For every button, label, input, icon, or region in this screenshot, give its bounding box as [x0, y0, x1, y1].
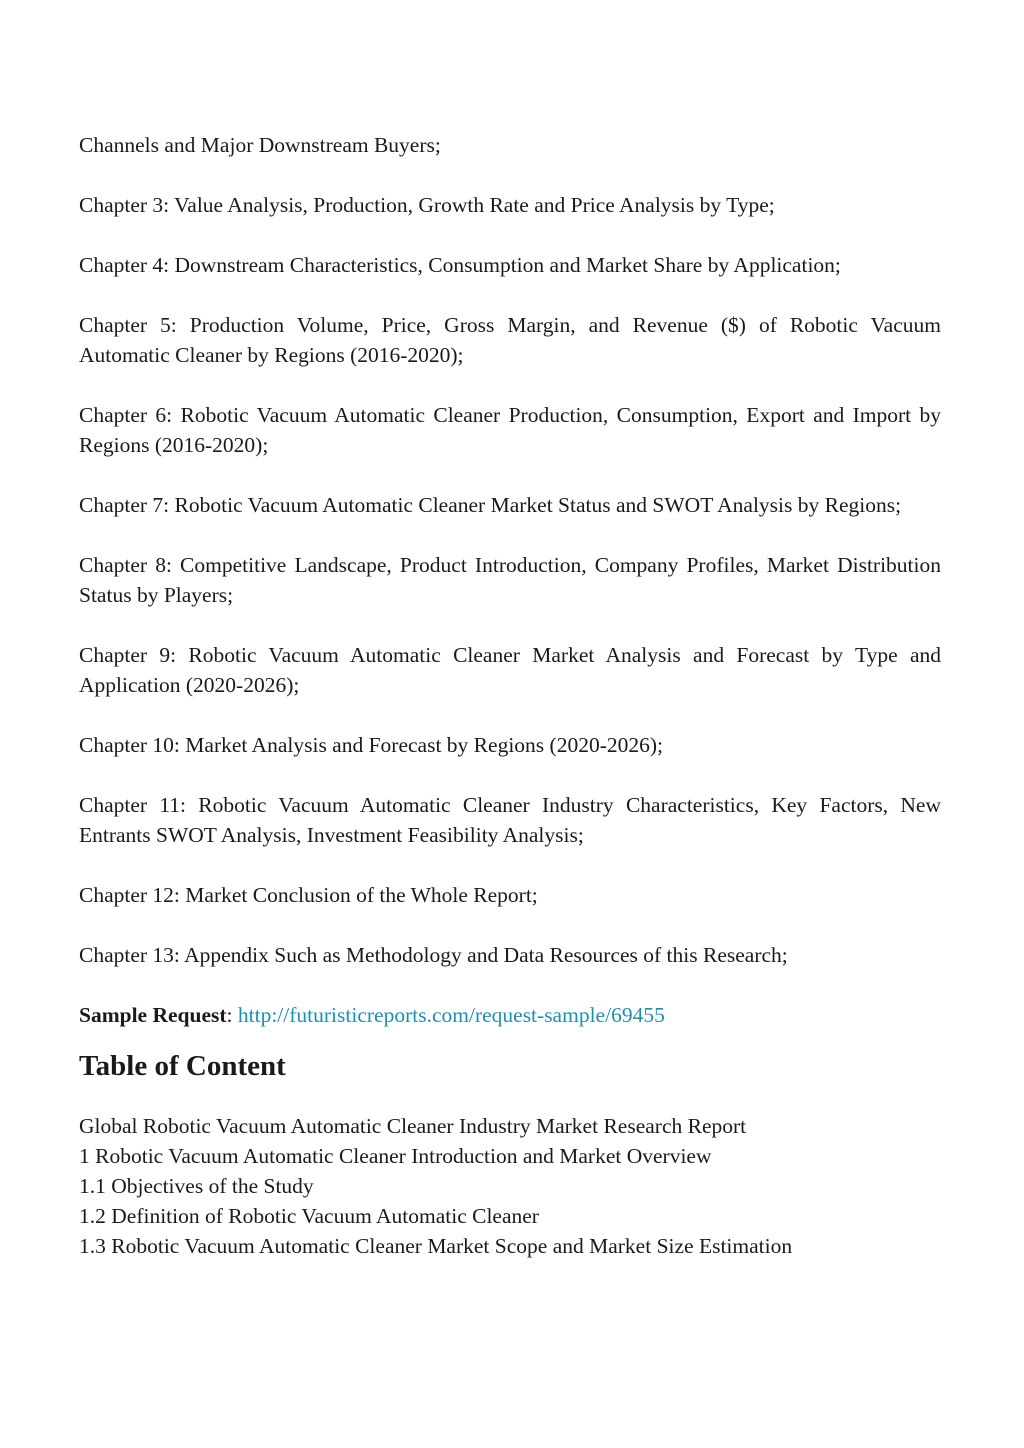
paragraph-chapter-8: Chapter 8: Competitive Landscape, Product Introduction, Company Profiles, Market Distribution Status by Players;: [79, 553, 941, 607]
toc-item: 1.2 Definition of Robotic Vacuum Automatic Cleaner: [79, 1204, 539, 1228]
toc-list: [79, 1111, 941, 1261]
toc-heading: Table of Content: [79, 1050, 286, 1082]
paragraph-chapter-6: Chapter 6: Robotic Vacuum Automatic Cleaner Production, Consumption, Export and Import by Regions (2016-2020);: [79, 403, 941, 457]
paragraph-chapter-4: Chapter 4: Downstream Characteristics, Consumption and Market Share by Application;: [79, 253, 841, 277]
paragraph-channels: Channels and Major Downstream Buyers;: [79, 133, 441, 157]
sample-request-label: Sample Request: [79, 1003, 227, 1027]
paragraph-chapter-13: Chapter 13: Appendix Such as Methodology and Data Resources of this Research;: [79, 943, 788, 967]
paragraph-chapter-11: Chapter 11: Robotic Vacuum Automatic Cleaner Industry Characteristics, Key Factors, New Entrants SWOT Analysis, Investment Feasibility Analysis;: [79, 793, 941, 847]
toc-item: 1.1 Objectives of the Study: [79, 1174, 314, 1198]
paragraph-chapter-10: Chapter 10: Market Analysis and Forecast by Regions (2020-2026);: [79, 733, 663, 757]
sample-request-link[interactable]: http://futuristicreports.com/request-sample/69455: [237, 1003, 665, 1027]
sample-request-line: [79, 1000, 941, 1030]
paragraph-chapter-12: Chapter 12: Market Conclusion of the Whole Report;: [79, 883, 538, 907]
toc-item: 1.3 Robotic Vacuum Automatic Cleaner Market Scope and Market Size Estimation: [79, 1234, 793, 1258]
sample-request-separator: :: [226, 1003, 238, 1027]
paragraph-chapter-3: Chapter 3: Value Analysis, Production, Growth Rate and Price Analysis by Type;: [79, 193, 775, 217]
toc-item: Global Robotic Vacuum Automatic Cleaner Industry Market Research Report: [79, 1114, 747, 1138]
paragraph-chapter-7: Chapter 7: Robotic Vacuum Automatic Cleaner Market Status and SWOT Analysis by Regions;: [79, 493, 902, 517]
document-page: [79, 130, 941, 1261]
toc-item: 1 Robotic Vacuum Automatic Cleaner Introduction and Market Overview: [79, 1144, 712, 1168]
paragraph-chapter-9: Chapter 9: Robotic Vacuum Automatic Cleaner Market Analysis and Forecast by Type and Application (2020-2026);: [79, 643, 941, 697]
paragraph-chapter-5: Chapter 5: Production Volume, Price, Gross Margin, and Revenue ($) of Robotic Vacuum Automatic Cleaner by Regions (2016-2020);: [79, 313, 941, 367]
